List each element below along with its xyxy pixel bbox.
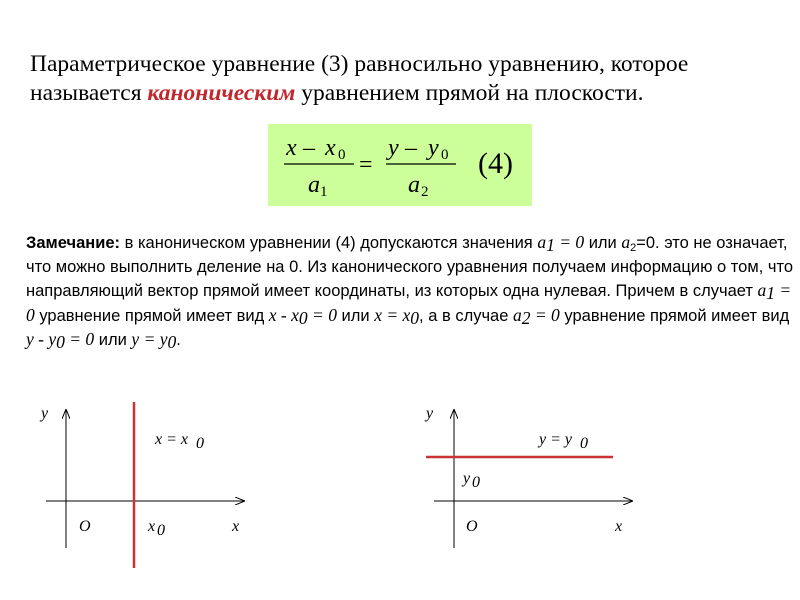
remark-text-3: =0. это не означает, что можно выполнить деление на 0. Из канонического уравнения получаем информацию о том, что направляющий вектор прямой имеет координаты, из которых одна нулевая. Причем в случает <box>26 234 794 300</box>
num1-sub-idx: 0 <box>338 147 346 163</box>
expr-x-eq: x = x <box>374 304 411 325</box>
right-x-label: x <box>615 518 623 535</box>
graph-vertical-line <box>39 402 244 568</box>
right-tick-idx: 0 <box>472 474 480 491</box>
num2-sub-var: y <box>428 135 439 161</box>
den2-idx: 2 <box>421 184 429 200</box>
expr-y-eq: y = y <box>131 329 168 349</box>
eq-zero-case2: = 0 <box>530 304 560 325</box>
right-line-label: y = y <box>539 431 572 448</box>
equation-number: (4) <box>478 147 513 180</box>
idx-1: 1 <box>546 235 555 255</box>
remark-text-5: или <box>336 306 375 325</box>
den2-var: a <box>408 172 420 198</box>
left-tick-label: x <box>148 518 156 535</box>
num1-minus: – <box>303 135 315 161</box>
eq-zero-1: = 0 <box>554 232 585 252</box>
remark-text-2: или <box>584 234 622 252</box>
equals-sign: = <box>359 152 373 178</box>
left-origin-label: O <box>79 518 91 535</box>
remark-text-6: , а в случае <box>419 306 513 325</box>
left-line-label: x = x <box>155 431 188 448</box>
idx-0-a: 0 <box>298 307 308 328</box>
idx-0-c: 0 <box>56 332 65 352</box>
intro-line2-before: называется <box>30 80 148 106</box>
right-tick-label: y <box>463 470 471 487</box>
idx-1-case: 1 <box>766 283 776 303</box>
idx-0-b: 0 <box>410 307 420 328</box>
var-a1: a <box>537 232 547 252</box>
remark-period: . <box>176 331 181 349</box>
left-tick-idx: 0 <box>157 522 165 539</box>
left-y-label: y <box>41 405 49 422</box>
remark-text-8: или <box>94 331 132 349</box>
intro-line1: Параметрическое уравнение (3) равносильно уравнению, которое <box>30 51 689 77</box>
num2-sub-idx: 0 <box>441 147 449 163</box>
eq-zero-x: = 0 <box>307 304 337 325</box>
left-line-label-idx: 0 <box>196 435 204 452</box>
num2-var: y <box>388 135 399 161</box>
remark-text-7: уравнение прямой имеет вид <box>559 306 790 325</box>
den1-var: a <box>308 172 320 198</box>
remark-text-4: уравнение прямой имеет вид <box>34 306 269 325</box>
expr-y-minus: y - y <box>26 329 57 349</box>
idx-0-d: 0 <box>167 332 177 352</box>
right-y-label: y <box>426 405 434 422</box>
eq-zero-case: = 0 <box>26 280 792 325</box>
den1-idx: 1 <box>320 184 328 200</box>
var-a1-case: a <box>757 280 767 300</box>
left-x-label: x <box>232 518 240 535</box>
graph-horizontal-line <box>424 405 632 548</box>
var-a2-case: a <box>513 304 522 325</box>
remark-text-1: в каноническом уравнении (4) допускаются значения <box>120 234 538 252</box>
expr-x-minus: x - x <box>268 304 299 325</box>
var-a2: a <box>621 232 631 252</box>
right-line-label-idx: 0 <box>580 435 588 452</box>
canonical-keyword: каноническим <box>147 80 296 106</box>
right-origin-label: O <box>466 518 478 535</box>
num2-minus: – <box>405 135 417 161</box>
num1-sub-var: x <box>325 135 336 161</box>
idx-2: 2 <box>630 242 637 254</box>
intro-line2-after: уравнением прямой на плоскости. <box>295 80 644 106</box>
eq-zero-y: = 0 <box>64 329 95 349</box>
idx-2-case: 2 <box>521 307 531 328</box>
remark-label: Замечание: <box>26 234 121 252</box>
num1-var: x <box>286 135 297 161</box>
